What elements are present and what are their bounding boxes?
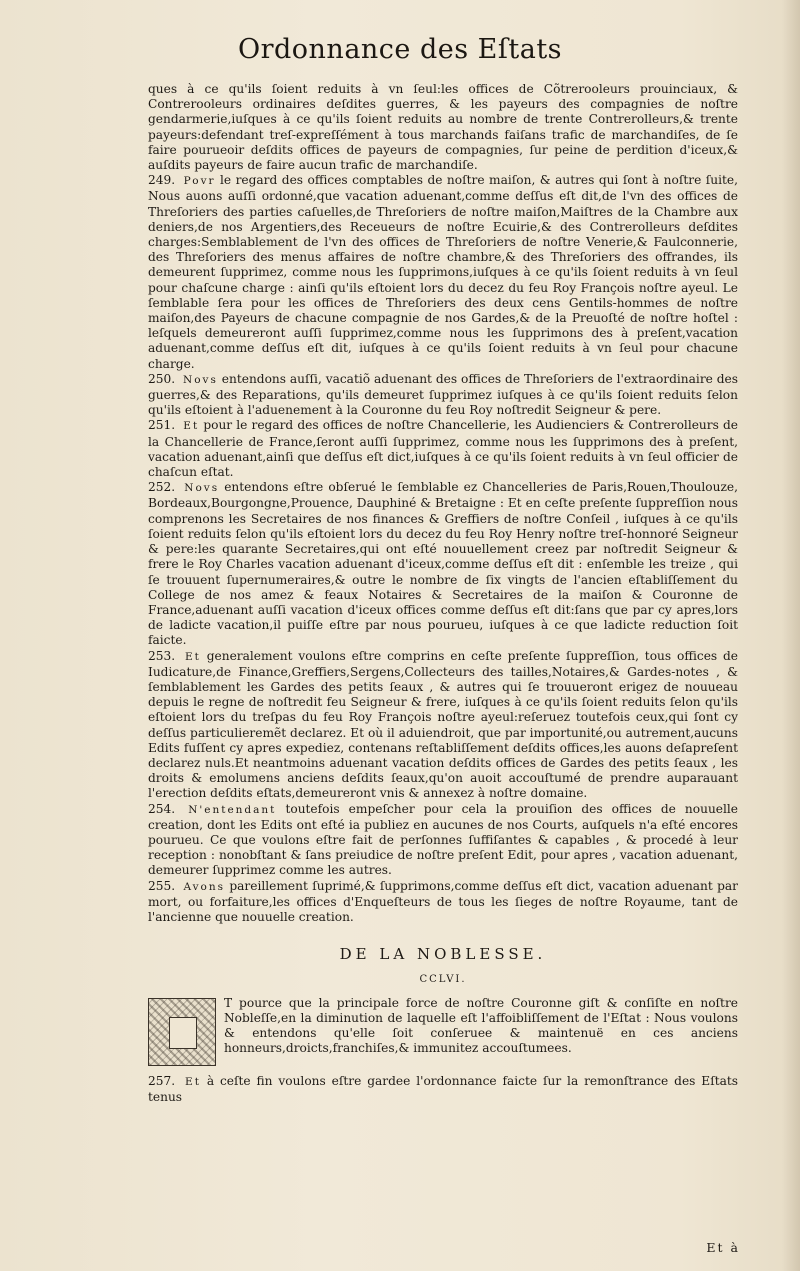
ornamental-initial-frame: [169, 1017, 197, 1049]
article-lead: Et: [183, 420, 200, 433]
article-lead: Povr: [183, 175, 216, 188]
article-255: [148, 879, 738, 926]
section-heading: DE LA NOBLESSE.: [339, 945, 547, 964]
article-251: [148, 418, 738, 480]
article-250: [148, 372, 738, 419]
article-lead: Novs: [184, 482, 220, 495]
article-text: toutefois empeſcher pour cela la prouiſion des offices de nouuelle creation, dont les Edits ont eſté ia publiez en aucunes de nos Courts, auſquels n'a eſté encores pourueu. Ce que voulons eſtre fait de perſonnes ſuffiſantes & capables , & procedé à leur reception : nonobſtant & ſans preiudice de noſtre preſent Edit, pour apres , vacation aduenant, demeurer ſupprimez comme les autres.: [148, 801, 739, 878]
section-number: CCLVI.: [419, 974, 467, 986]
main-text-block: [148, 82, 738, 1105]
article-text: à ceſte fin voulons eſtre gardee l'ordonnance faicte ſur la remonſtrance des Eſtats tenus: [148, 1073, 739, 1104]
article-lead: N'entendant: [188, 803, 277, 816]
article-lead: Et: [184, 650, 201, 663]
article-lead: Novs: [183, 373, 218, 386]
article-text: le regard des offices comptables de noſtre maiſon, & autres qui ſont à noſtre ſuite, Nous auons auſſi ordonné,que vacation aduenant,comme deſſus eſt dit,de l'vn des offices de Threſoriers des parties caſuelles,de Threſoriers de noſtre maiſon,Maiſtres de la Chambre aux deniers,de nos Argentiers,des Receueurs de noſtre Ecuirie,& des Contrerolleurs deſdites charges:Semblablement de l'vn des offices de Threſoriers de noſtre Venerie,& Faulconnerie, des Threſoriers des menus affaires de noſtre chambre,& des Threſoriers des offrandes, ils demeurent ſupprimez, comme nous les ſupprimons,iuſques à ce qu'ils ſoient reduits à vn ſeul pour chaſcune charge : ainſi qu'ils eſtoient lors du decez du feu Roy François noſtre ayeul. Le ſemblable ſera pour les offices de Threſoriers des deux cens Gentils-hommes de noſtre maiſon,des Payeurs de chacune compagnie de nos Gardes,& de la Preuoſté de noſtre hoſtel : leſquels demeureront auſſi ſupprimez,comme nous les ſupprimons des à preſent,vacation aduenant,comme deſſus eſt dit, iuſques à ce qu'ils ſoient reduits à vn ſeul pour chacune charge.: [148, 173, 738, 371]
article-lead: Et: [185, 1075, 201, 1088]
article-number: 257.: [148, 1073, 176, 1088]
page-edge-shadow: [782, 0, 800, 1271]
catchword: Et à: [706, 1240, 740, 1255]
article-lead: Avons: [183, 880, 226, 893]
article-text: pour le regard des offices de noſtre Chancellerie, les Audienciers & Contrerolleurs de la Chancellerie de France,ſeront auſſi ſupprimez, comme nous les ſupprimons des à preſent, vacation aduenant,ainſi que deſſus eſt dict,iuſques à ce qu'ils ſoient reduits à vn ſeul officier de chaſcun eſtat.: [148, 418, 739, 480]
article-254: [148, 802, 738, 879]
article-text: entendons eſtre obſerué le ſemblable ez Chancelleries de Paris,Rouen,Thoulouze, Bordeaux,Bourgongne,Prouence, Dauphiné & Bretaigne : Et en ceſte preſente ſuppreſſion nous comprenons les Secretaires de nos finances & Greffiers de noſtre Conſeil , iuſques à ce qu'ils ſoient reduits ſelon qu'ils eſtoient lors du decez du feu Roy Henry noſtre treſ-honnoré Seigneur & pere:les quarante Secretaires,qui ont eſté nouuellement creez par noſtredit Seigneur & frere le Roy Charles vacation aduenant d'iceux,comme deſſus eſt dit : enſemble les treize , qui ſe trouuent ſupernumeraires,& outre le nombre de ſix vingts de l'ancien eſtabliſſement du College de nos amez & feaux Notaires & Secretaires de la maiſon & Couronne de France,aduenant auſſi vacation d'iceux offices comme deſſus eſt dit:ſans que par cy apres,lors de ladicte vacation,il puiſſe eſtre par nous pourueu, iuſques à ce que ladicte reduction ſoit faicte.: [148, 480, 739, 648]
page-title: Ordonnance des Eſtats: [237, 34, 563, 65]
article-number: 250.: [148, 371, 176, 386]
article-text: T pource que la principale force de noſtre Couronne giſt & conſiſte en noſtre Nobleſſe,en la diminution de laquelle eſt l'affoibliſſement de l'Eſtat : Nous voulons & entendons qu'elle ſoit conſeruee & maintenuë en ces anciens honneurs,droicts,franchiſes,& immunitez accouſtumees.: [224, 995, 738, 1056]
article-number: 249.: [148, 173, 176, 188]
article-text: pareillement ſuprimé,& ſupprimons,comme deſſus eſt dict, vacation aduenant par mort, ou forfaiture,les offices d'Enqueſteurs de tous les ſieges de noſtre Royaume, tant de l'ancienne que nouuelle creation.: [148, 878, 739, 924]
paragraph-continuation: ques à ce qu'ils ſoient reduits à vn ſeul:les offices de Cõtrerooleurs prouinciaux, & Contrerooleurs ordinaires deſdites guerres, & les payeurs des compagnies de noſtre gendarmerie,iuſques à ce qu'ils ſoient reduits au nombre de trente Contrerolleurs,& trente payeurs:defendant treſ-expreſſément à tous marchands faiſans trafic de marchandiſes, de ſe faire pourueoir deſdits offices de payeurs de compagnies, ſur peine de perdition d'iceux,& auſdits payeurs de faire aucun trafic de marchandiſe.: [148, 82, 738, 173]
article-number: 252.: [148, 480, 176, 495]
article-253: [148, 649, 738, 802]
article-number: 254.: [148, 801, 176, 816]
article-256: [148, 996, 738, 1074]
article-number: 253.: [148, 648, 176, 663]
article-249: [148, 173, 738, 372]
article-252: [148, 480, 738, 648]
article-number: 255.: [148, 878, 176, 893]
article-text: generalement voulons eſtre comprins en ceſte preſente ſuppreſſion, tous offices de Iudicature,de Finance,Greffiers,Sergens,Collecteurs des tailles,Notaires,& Gardes-notes , & ſemblablement les Gardes des petits ſeaux , & autres qui ſe trouueront erigez de nouueau depuis le regne de noſtredit feu Seigneur & frere, iuſques à ce qu'ils ſoient reduits ſelon qu'ils eſtoient lors du treſpas du feu Roy François noſtre ayeul:reſeruez toutefois ceux,qui ſont cy deſſus particulieremẽt declarez. Et où il aduiendroit, que par importunité,ou autrement,aucuns Edits fuſſent cy apres expediez, contenans reſtabliſſement deſdits offices,les auons deſapreſent declarez nuls.Et neantmoins aduenant vacation deſdits offices de Gardes des petits ſeaux , les droits & emolumens anciens deſdits ſeaux,qu'on auoit accouſtumé de prendre auparauant l'erection deſdits eſtats,demeureront vnis & annexez à noſtre domaine.: [148, 648, 739, 801]
article-number: 251.: [148, 418, 176, 433]
article-257: [148, 1074, 738, 1105]
ornamental-initial-icon: [148, 998, 216, 1066]
article-text: entendons auſſi, vacatiõ aduenant des offices de Threſoriers de l'extraordinaire des guerres,& des Reparations, qu'ils demeuret ſupprimez iuſques à ce qu'ils ſoient reduits ſelon qu'ils eſtoient à l'aduenement à la Couronne du feu Roy noſtredit Seigneur & pere.: [148, 371, 739, 418]
